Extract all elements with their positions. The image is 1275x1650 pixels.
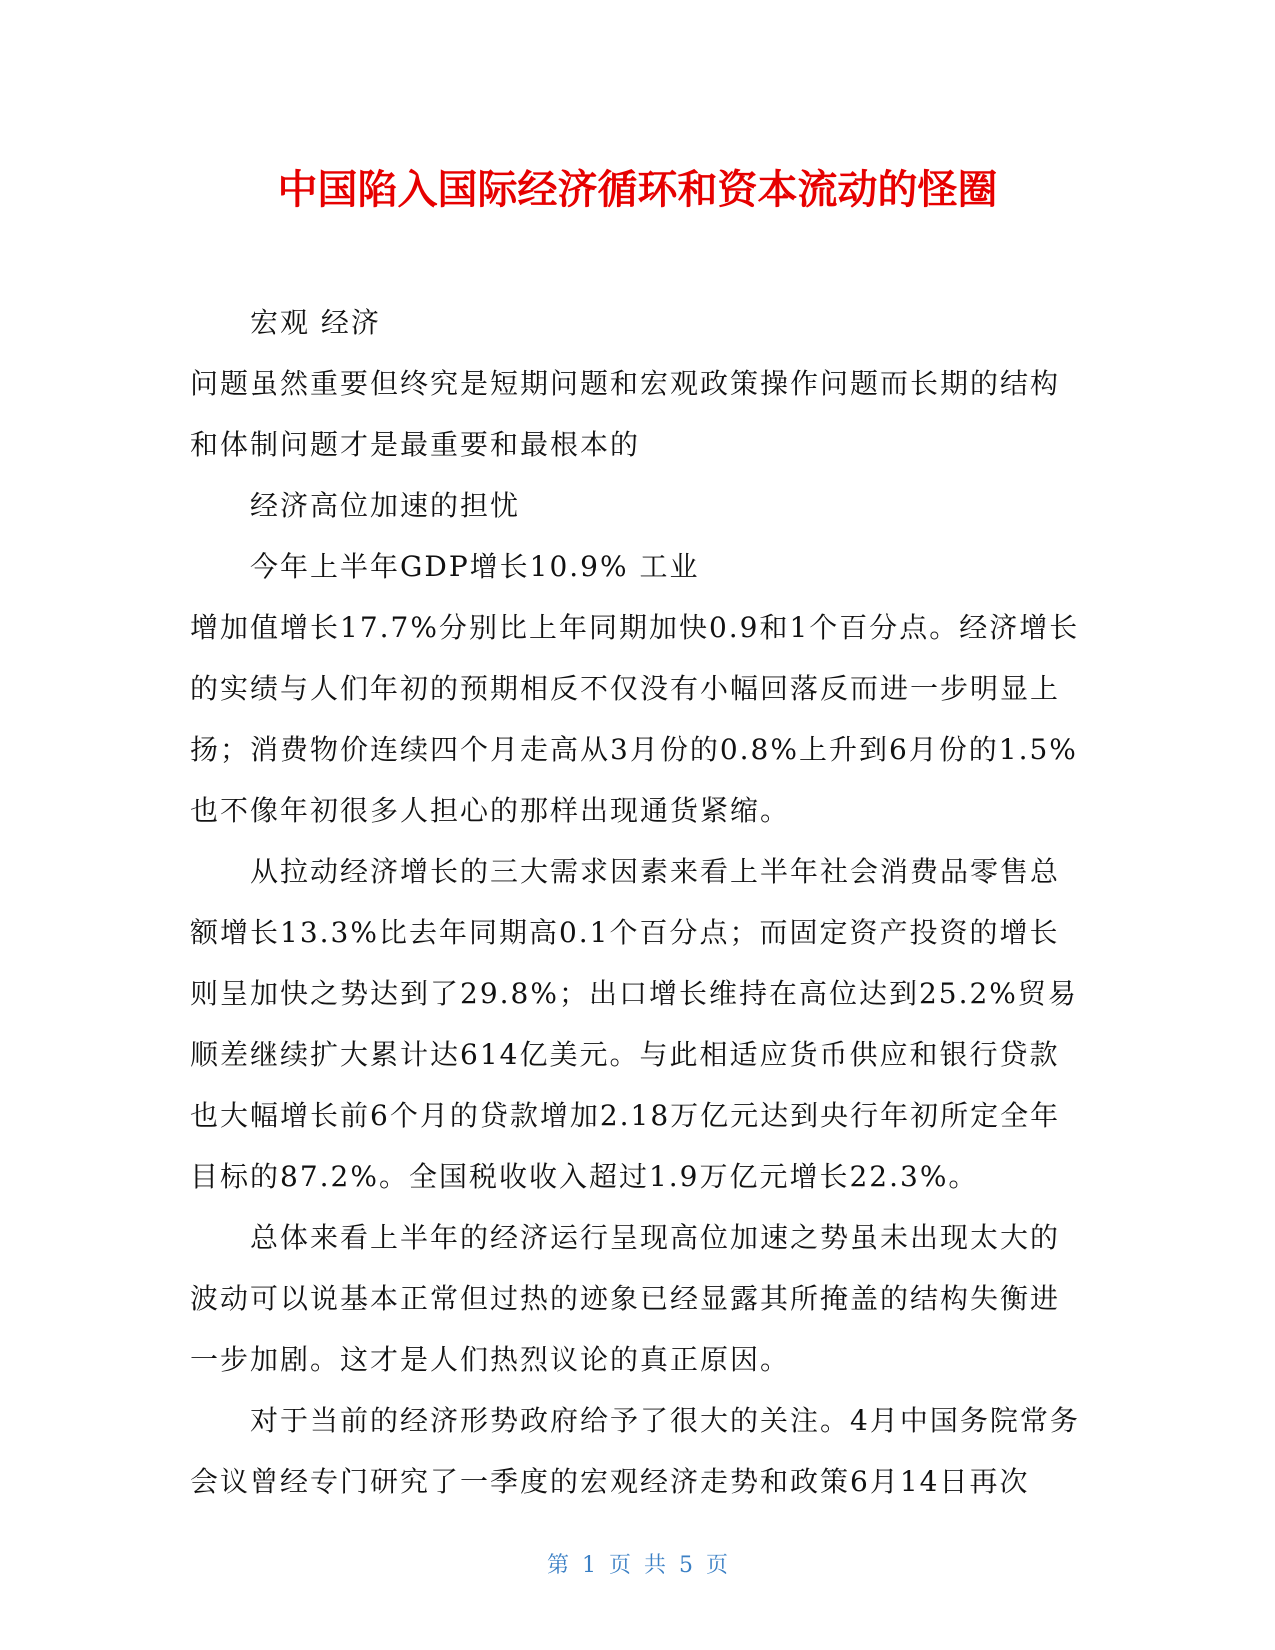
paragraph: 经济高位加速的担忧 [250,489,521,522]
document-title: 中国陷入国际经济循环和资本流动的怪圈 [277,167,998,213]
paragraph: 问题虽然重要但终究是短期问题和宏观政策操作问题而长期的结构和体制问题才是最重要和最根本的 [190,367,1061,461]
paragraph: 宏观 经济 [250,306,381,339]
paragraph: 增加值增长17.7%分别比上年同期加快0.9和1个百分点。经济增长的实绩与人们年初的预期相反不仅没有小幅回落反而进一步明显上扬；消费物价连续四个月走高从3月份的0.8%上升到6月份的1.5%也不像年初很多人担心的那样出现通货紧缩。 [190,611,1080,827]
paragraph: 今年上半年GDP增长10.9% 工业 [250,550,700,583]
paragraph: 对于当前的经济形势政府给予了很大的关注。4月中国务院常务会议曾经专门研究了一季度的宏观经济走势和政策6月14日再次 [190,1404,1080,1498]
page-number-footer: 第 1 页 共 5 页 [547,1553,728,1578]
paragraph: 总体来看上半年的经济运行呈现高位加速之势虽未出现太大的波动可以说基本正常但过热的迹象已经显露其所掩盖的结构失衡进一步加剧。这才是人们热烈议论的真正原因。 [190,1221,1061,1376]
paragraph: 从拉动经济增长的三大需求因素来看上半年社会消费品零售总额增长13.3%比去年同期高0.1个百分点；而固定资产投资的增长则呈加快之势达到了29.8%；出口增长维持在高位达到25.2%贸易顺差继续扩大累计达614亿美元。与此相适应货币供应和银行贷款也大幅增长前6个月的贷款增加2.18万亿元达到央行年初所定全年目标的87.2%。全国税收收入超过1.9万亿元增长22.3%。 [190,855,1078,1193]
document-body [190,292,1080,1512]
